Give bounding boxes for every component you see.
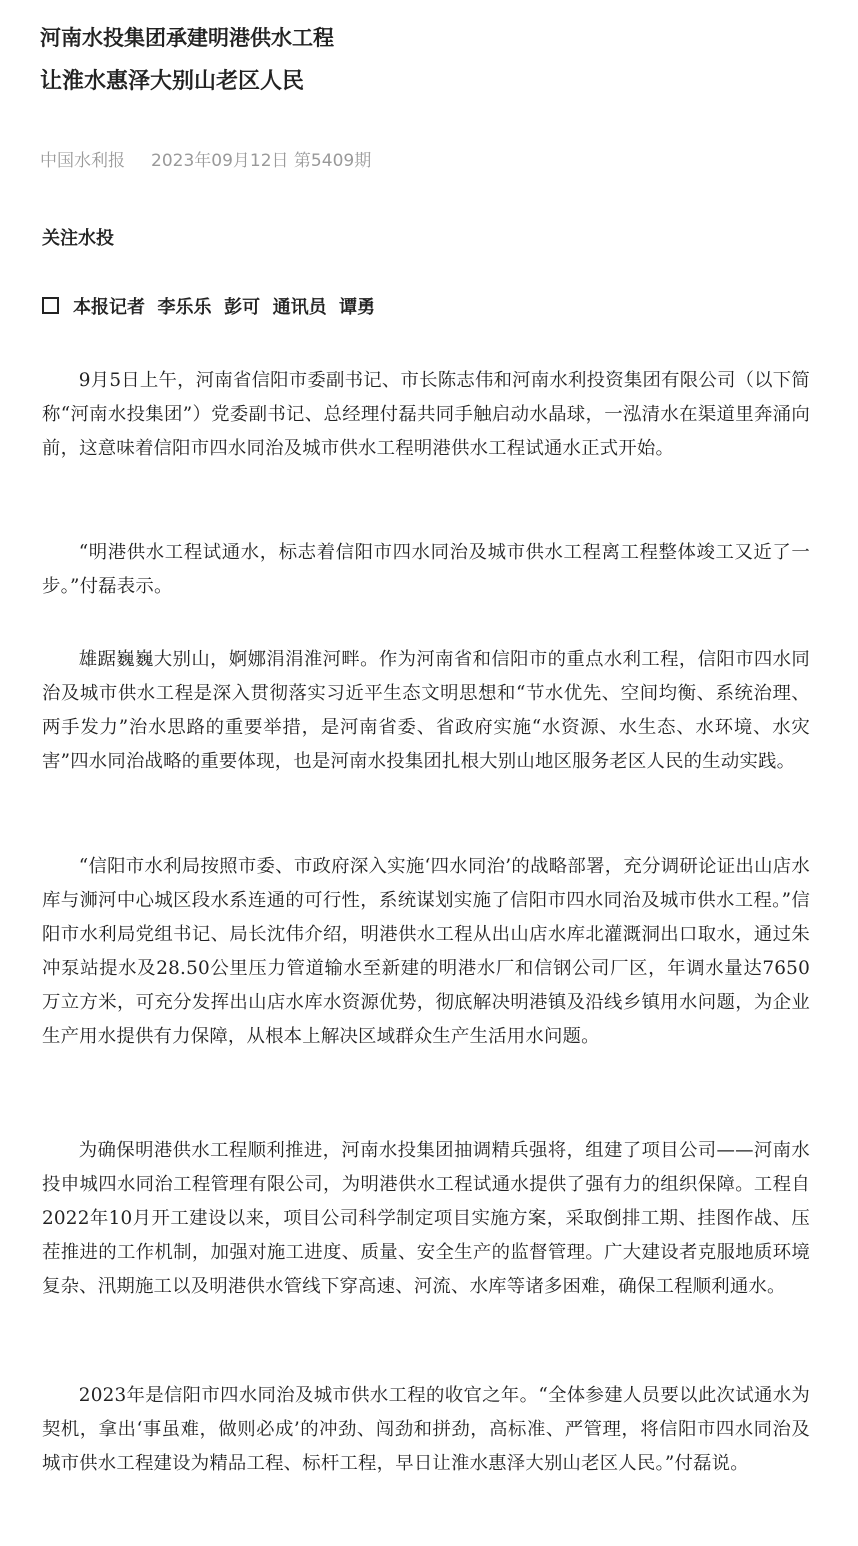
paragraph-1: 9月5日上午，河南省信阳市委副书记、市长陈志伟和河南水利投资集团有限公司（以下简称“河南水投集团”）党委副书记、总经理付磊共同手触启动水晶球，一泓清水在渠道里奔涌向前，这意味着信阳市四水同治及城市供水工程明港供水工程试通水正式开始。 <box>42 370 810 459</box>
article-title-line1: 河南水投集团承建明港供水工程 <box>40 26 334 50</box>
paragraph-4: “信阳市水利局按照市委、市政府深入实施‘四水同治’的战略部署，充分调研论证出山店水库与浉河中心城区段水系连通的可行性，系统谋划实施了信阳市四水同治及城市供水工程。”信阳市水利局党组书记、局长沈伟介绍，明港供水工程从出山店水库北灌溉洞出口取水，通过朱冲泵站提水及28.50公里压力管道输水至新建的明港水厂和信钢公司厂区，年调水量达7650万立方米，可充分发挥出山店水库水资源优势，彻底解决明港镇及沿线乡镇用水问题，为企业生产用水提供有力保障，从根本上解决区域群众生产生活用水问题。 <box>42 856 810 1047</box>
paragraph-5: 为确保明港供水工程顺利推进，河南水投集团抽调精兵强将，组建了项目公司——河南水投申城四水同治工程管理有限公司，为明港供水工程试通水提供了强有力的组织保障。工程自2022年10月开工建设以来，项目公司科学制定项目实施方案，采取倒排工期、挂图作战、压茬推进的工作机制，加强对施工进度、质量、安全生产的监督管理。广大建设者克服地质环境复杂、汛期施工以及明港供水管线下穿高速、河流、水库等诸多困难，确保工程顺利通水。 <box>42 1140 810 1297</box>
paragraph-3: 雄踞巍巍大别山，婀娜涓涓淮河畔。作为河南省和信阳市的重点水利工程，信阳市四水同治及城市供水工程是深入贯彻落实习近平生态文明思想和“节水优先、空间均衡、系统治理、两手发力”治水思路的重要举措，是河南省委、省政府实施“水资源、水生态、水环境、水灾害”四水同治战略的重要体现，也是河南水投集团扎根大别山地区服务老区人民的生动实践。 <box>42 649 810 772</box>
byline-text: 本报记者 李乐乐 彭可 通讯员 谭勇 <box>73 297 376 318</box>
byline <box>42 294 375 322</box>
column-label: 关注水投 <box>42 228 114 249</box>
paragraph-6: 2023年是信阳市四水同治及城市供水工程的收官之年。“全体参建人员要以此次试通水为契机，拿出‘事虽难，做则必成’的冲劲、闯劲和拼劲，高标准、严管理，将信阳市四水同治及城市供水工程建设为精品工程、标杆工程，早日让淮水惠泽大别山老区人民。”付磊说。 <box>42 1385 810 1474</box>
source-label: 中国水利报 <box>40 151 125 171</box>
date-issue-label: 2023年09月12日 第5409期 <box>151 151 372 171</box>
paragraph-2: “明港供水工程试通水，标志着信阳市四水同治及城市供水工程离工程整体竣工又近了一步。”付磊表示。 <box>42 542 810 597</box>
article-meta <box>40 148 371 174</box>
square-bullet-icon <box>42 297 59 314</box>
article-title-line2: 让淮水惠泽大别山老区人民 <box>40 69 305 94</box>
